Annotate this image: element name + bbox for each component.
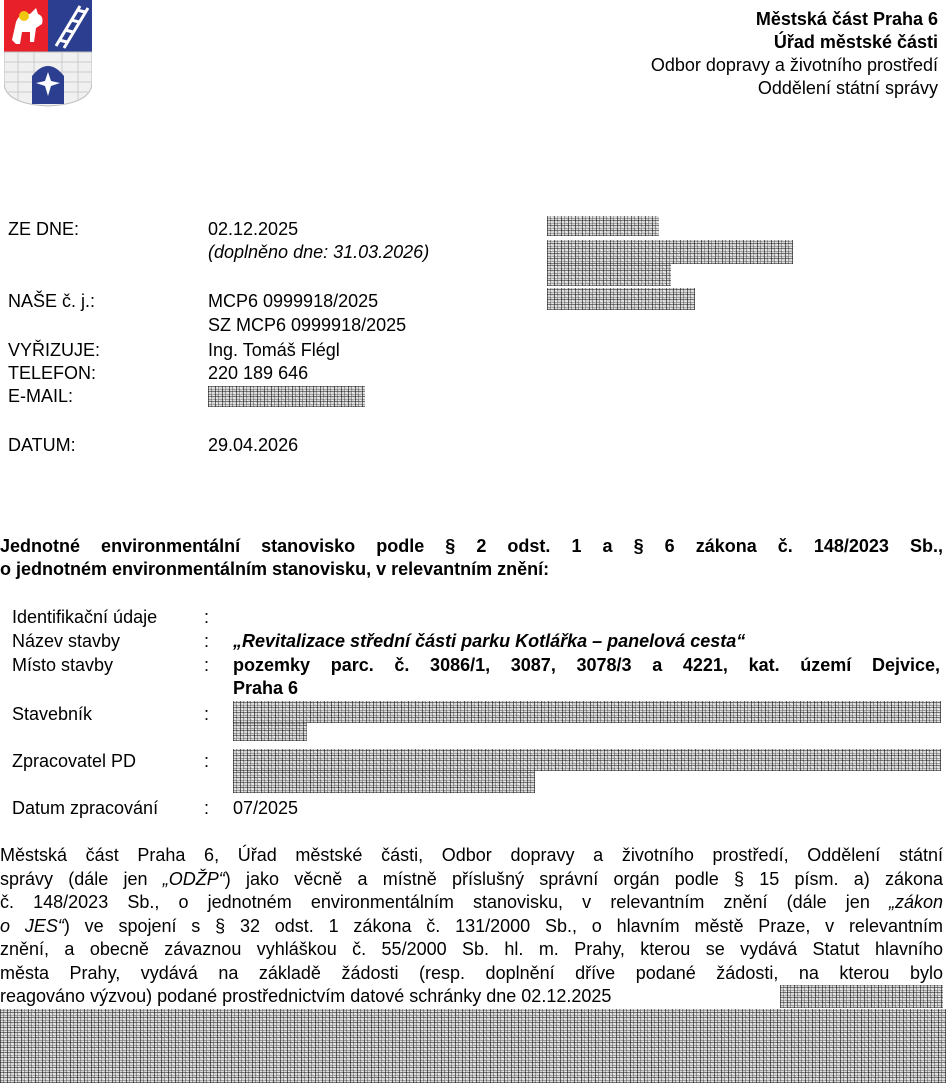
nazev-value: „Revitalizace střední části parku Kotlářka – panelová cesta“ — [233, 631, 746, 651]
ze-dne-value: 02.12.2025 — [208, 219, 299, 239]
abbrev-jes: o JES“ — [0, 915, 64, 936]
zpracovatel-sep: : — [204, 751, 210, 771]
header-office: Úřad městské části — [773, 32, 938, 52]
ze-dne-note: (doplněno dne: 31.03.2026) — [208, 242, 430, 262]
header-section: Oddělení státní správy — [757, 78, 938, 98]
redacted-addressee-line2 — [547, 240, 793, 264]
nase-cj-value: MCP6 0999918/2025 — [208, 291, 379, 311]
nazev-label: Název stavby — [12, 631, 121, 651]
redacted-zpracovatel — [233, 749, 941, 771]
paragraph-line-3 — [0, 891, 943, 915]
abbrev-odzp: „ODŽP“ — [162, 868, 225, 889]
paragraph-line-4 — [0, 915, 943, 939]
redacted-zpracovatel-2 — [233, 771, 535, 793]
redacted-stavebnik-2 — [233, 723, 307, 741]
title-line-2: o jednotném environmentálním stanovisku, v relevantním znění: — [0, 559, 550, 579]
misto-label: Místo stavby — [12, 655, 114, 675]
datum-zpracovani-sep: : — [204, 798, 210, 818]
stavebnik-sep: : — [204, 704, 210, 724]
stavebnik-label: Stavebník — [12, 704, 93, 724]
ze-dne-label: ZE DNE: — [8, 219, 80, 239]
body-paragraph — [0, 844, 943, 1009]
paragraph-text: č. 148/2023 Sb., o jednotném environmentálním stanovisku, v relevantním znění (dále jen — [0, 892, 889, 912]
telefon-value: 220 189 646 — [208, 363, 309, 383]
header-department: Odbor dopravy a životního prostředí — [650, 55, 938, 75]
misto-value-2: Praha 6 — [233, 678, 299, 698]
redacted-paragraph-end — [780, 985, 943, 1008]
office-header — [651, 8, 938, 100]
zpracovatel-label: Zpracovatel PD — [12, 751, 137, 771]
paragraph-text: ) ve spojení s § 32 odst. 1 zákona č. 131/2000 Sb., o hlavním městě Praze, v relevantním — [63, 915, 943, 936]
paragraph-line-1: Městská část Praha 6, Úřad městské části, Odbor dopravy a životního prostředí, Oddělení státní — [0, 845, 943, 865]
nazev-sep: : — [204, 631, 210, 651]
identifikace-label: Identifikační údaje — [12, 607, 158, 627]
redacted-addressee-line1 — [547, 216, 659, 236]
paragraph-line-5: znění, a obecně závaznou vyhláškou č. 55/2000 Sb. hl. m. Prahy, kterou se vydává Statut hlavního — [0, 939, 943, 959]
datum-label: DATUM: — [8, 435, 76, 455]
coat-of-arms-icon — [4, 0, 92, 108]
vyrizuje-value: Ing. Tomáš Flégl — [208, 340, 340, 360]
redacted-stavebnik — [233, 701, 941, 723]
coat-of-arms-logo — [4, 0, 92, 108]
paragraph-text: ) jako věcně a místně příslušný správní orgán podle § 15 písm. a) zákona — [224, 868, 943, 889]
paragraph-text: správy (dále jen — [0, 868, 163, 889]
nase-cj-label: NAŠE č. j.: — [8, 291, 96, 311]
telefon-label: TELEFON: — [8, 363, 97, 383]
paragraph-line-7: reagováno výzvou) podané prostřednictvím datové schránky dne 02.12.2025 — [0, 986, 612, 1006]
paragraph-line-6: města Prahy, vydává na základě žádosti (resp. doplnění dříve podané žádosti, na kterou bylo — [0, 962, 943, 983]
nase-cj-value-2: SZ MCP6 0999918/2025 — [208, 315, 407, 335]
abbrev-zakon: „zákon — [888, 892, 943, 912]
email-label: E-MAIL: — [8, 386, 74, 406]
redacted-email — [208, 386, 365, 407]
redacted-addressee-line4 — [547, 288, 695, 310]
misto-sep: : — [204, 655, 210, 675]
redacted-addressee-line3 — [547, 264, 671, 286]
document-title — [0, 535, 943, 581]
misto-value: pozemky parc. č. 3086/1, 3087, 3078/3 a 4221, kat. území Dejvice, — [233, 655, 940, 675]
redacted-paragraph-rest — [0, 1009, 946, 1083]
title-line-1: Jednotné environmentální stanovisko podle § 2 odst. 1 a § 6 zákona č. 148/2023 Sb., — [0, 536, 943, 556]
datum-value: 29.04.2026 — [208, 435, 299, 455]
datum-zpracovani-label: Datum zpracování — [12, 798, 159, 818]
header-municipality: Městská část Praha 6 — [755, 9, 938, 29]
vyrizuje-label: VYŘIZUJE: — [8, 340, 101, 360]
datum-zpracovani-value: 07/2025 — [233, 798, 299, 818]
identifikace-sep: : — [204, 607, 210, 627]
paragraph-line-2 — [0, 868, 943, 892]
